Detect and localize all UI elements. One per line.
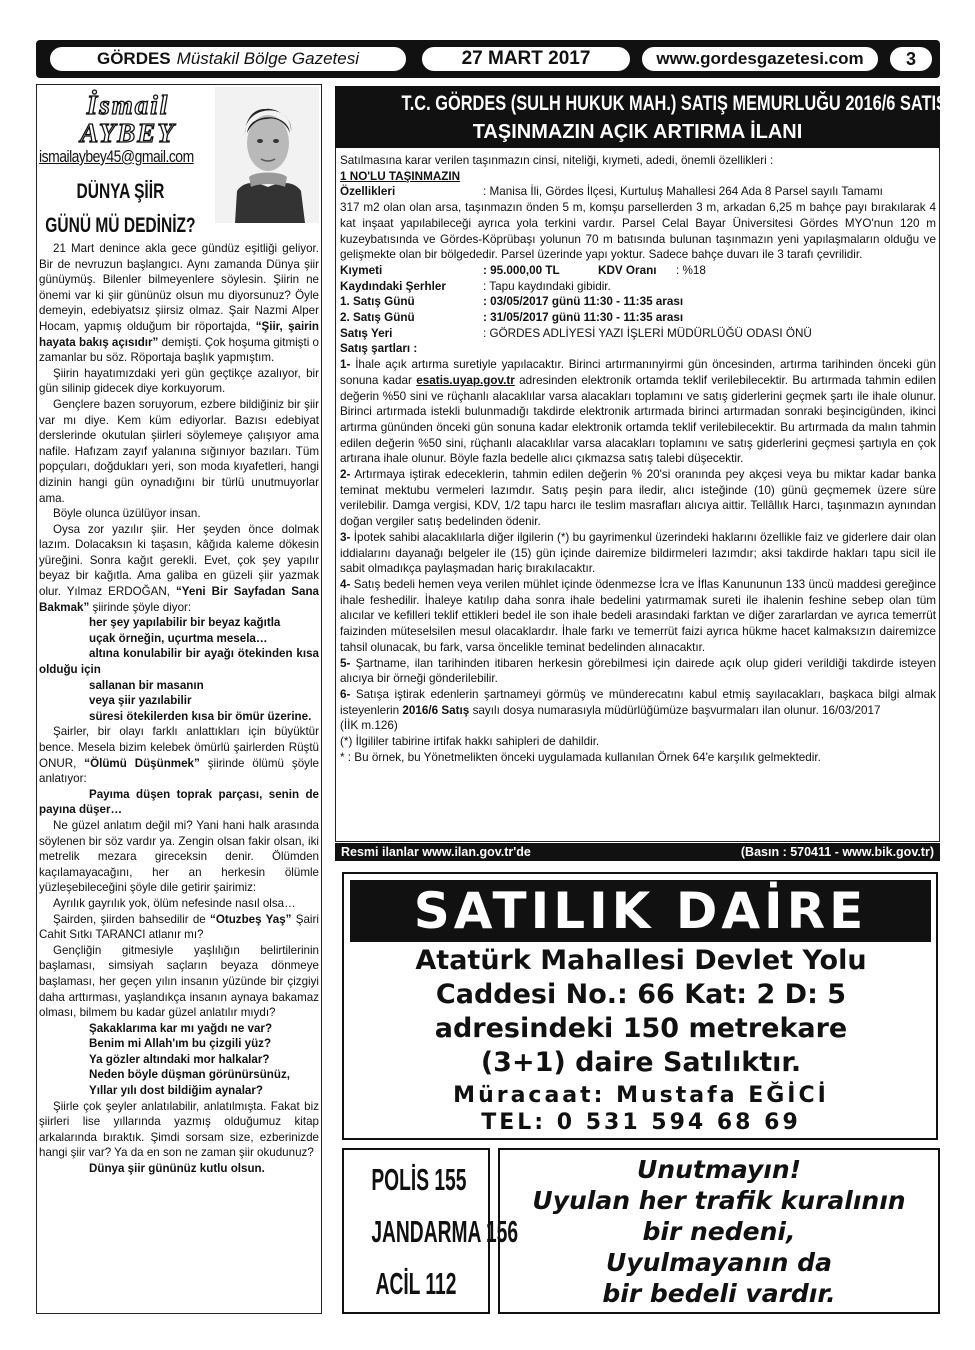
- ad-address: Atatürk Mahallesi Devlet Yolu Caddesi No.: 66 Kat: 2 D: 5 adresindeki 150 metrekare (3+1) daire Satılıktır.: [415, 945, 867, 1078]
- notice-footer: Resmi ilanlar www.ilan.gov.tr'de (Basın : 570411 - www.bik.gov.tr): [335, 843, 940, 861]
- website: www.gordesgazetesi.com: [640, 45, 880, 73]
- column-article: 21 Mart denince akla gece gündüz eşitliği geliyor. Bir de nevruzun başlangıcı. Aynı zamanda Dünya şiir günüymüş. Bilenler bilmeyenlere söylesin. Şiirin ne önemi var ki şiir gününüz olsun mu diyorsunuz? Öyle demeyin, edebiyatsız şiirsiz olmaz. Şair Nazmi Alper Hocam, yapmış olduğum bir röportajda, “Şiir, şairin hayata bakış açısıdır” demişti. Çok hoşuma gitmişti o zamanlar bu söz. Röportaja başlık yapmıştım. Şiirin hayatımızdaki yeri gün geçtikçe azalıyor, bir gün silinip gidecek diye korkuyorum. Gençlere bazen soruyorum, ezbere bildiğiniz bir şiir var mı diye. Kem küm ediyorlar. Bazısı edebiyat derslerinde okutulan şiirleri söylemeye çalışıyor ama nafile. Hafızam zayıf yalanına sığınıyor bazıları. Tüm popçuları, doğdukları yeri, son moda kıyafetleri, hangi dizinin hangi gün oynadığını bir türlü unutmuyorlar ama. Böyle olunca üzülüyor insan. Oysa zor yazılır şiir. Her şeyden önce dolmak lazım. Dolacaksın ki taşasın, kâğıda kaleme dökesin yüreğini. Sonra kağıt gerekli. Evet, çok şey yapılır beyaz bir kağıtla. Ama galiba en güzeli şiir yazmak olur. Yılmaz ERDOĞAN, “Yeni Bir Sayfadan Sana Bakmak” şiirinde şöyle diyor: her şey yapılabilir bir beyaz kağıtla uçak örneğin, uçurtma mesela… altına konulabilir bir ayağı ötekinden kısa olduğu için sallanan bir masanın veya şiir yazılabilir süresi ötekilerden kısa bir ömür üzerine. Şairler, bir olayı farklı anlattıkları için büyüktür bence. Mesela bizim kelebek ömürlü şairlerden Rüştü ONUR, “Ölümü Düşünmek” şiirinde ölümü şöyle anlatıyor: Payıma düşen toprak parçası, senin de payına düşer… Ne güzel anlatım değil mi? Yani hani halk arasında söylenen bir söz vardır ya. Zengin olsan fakir olsan, iki metrelik mezara gireceksin denir. Ölümden kaçılamayacağını, her an herkesin ölümle yüzleşebileceğini şöyle dile getirir şairimiz: Ayrılık gayrılık yok, ölüm nefesinde nasıl olsa… Şairden, şiirden bahsedilir de “Otuzbeş Yaş” Şairi Cahit Sıtkı TARANCI atlanır mı? Gençliğin gitmesiyle yaşlılığın belirtilerinin başlaması, simsiyah saçların beyaza dönmeye başlaması, her geçen yılın insanın yüzünde bir çizgiyi daha arttırması, yaşlandıkça insanın aynaya bakamaz olması, bilmem bu kadar güzel anlatılır mıydı? Şakaklarıma kar mı yağdı ne var? Benim mi Allah'ım bu çizgili yüz? Ya gözler altındaki mor halkalar? Neden böyle düşman görünürsünüz, Yıllar yılı dost bildiğim aynalar? Şiirle çok şeyler anlatılabilir, anlatılmışta. Fakat biz şiirleri lise yıllarında yazmış olduğumuz kitap arkalarında bıraktık. Şimdi sorsam size, ezberinizde hangi şiir var? Ya da en son ne zaman şiir okudunuz? Dünya şiir gününüz kutlu olsun.: [39, 242, 319, 1176]
- page-number: 3: [888, 45, 934, 73]
- column-title: DÜNYA ŞİİR GÜNÜ MÜ DEDİNİZ?: [45, 180, 196, 237]
- issue-date: 27 MART 2017: [420, 45, 632, 73]
- traffic-message: Unutmayın! Uyulan her trafik kuralının bir nedeni, Uyulmayanın da bir bedeli vardır.: [498, 1148, 940, 1314]
- newspaper-name: GÖRDES Müstakil Bölge Gazetesi: [48, 45, 408, 73]
- apartment-for-sale-ad: [342, 872, 938, 1140]
- author-email: ismailaybey45@gmail.com: [39, 147, 194, 166]
- notice-title: T.C. GÖRDES (SULH HUKUK MAH.) SATIŞ MEMURLUĞU 2016/6 SATIŞ TAŞINMAZIN AÇIK ARTIRMA İLANI: [335, 86, 940, 148]
- ad-title: SATILIK DAİRE: [350, 880, 931, 942]
- author-photo: [215, 87, 319, 223]
- emergency-numbers: POLİS 155 JANDARMA 156 ACİL 112: [342, 1148, 490, 1314]
- esatis-link[interactable]: esatis.uyap.gov.tr: [416, 373, 515, 387]
- notice-body: Satılmasına karar verilen taşınmazın cinsi, niteliği, kıymeti, adedi, önemli özellikleri : 1 NO'LU TAŞINMAZIN Özellikleri : Manisa İli, Gördes İlçesi, Kurtuluş Mahallesi 264 Ada 8 Parsel sayılı Tamamı 317 m2 olan olan arsa, taşınmazın önden 5 m, komşu parsellerden 3 m, arkadan 6,25 m bahçe payı bırakılarak 4 kat inşaat yapılabileceği ayrıca yola terkini vardır. Parsel Celal Bayar Üniversitesi Gördes MYO'nun 120 m kuzeybatısında ve Gördes-Köprübaşı yolunun 70 m batısında bulunan taşınmazın yeni yapılaşmaların olduğu ve gelişmekte olan bir bölgededir. Parsel üzerinde yapı yoktur. Sadece bahçe duvarı ile 3 tarafı çevrilidir. Kıymeti : 95.000,00 TL KDV Oranı : %18 Kaydındaki Şerhler : Tapu kaydındaki gibidir. 1. Satış Günü : 03/05/2017 günü 11:30 - 11:35 arası 2. Satış Günü : 31/05/2017 günü 11:30 - 11:35 arası Satış Yeri : GÖRDES ADLİYESİ YAZI İŞLERİ MÜDÜRLÜĞÜ ODASI ÖNÜ Satış şartları : 1- İhale açık artırma suretiyle yapılacaktır. Birinci artırmanınyirmi gün öncesinden, artırma tarihinden önceki gün sonuna kadar esatis.uyap.gov.tr adresinden elektronik ortamda teklif verilebilecektir. Bu artırmada tahmin edilen değerin %50 sini ve rüçhanlı alacaklılar varsa alacakları toplamını ve satış giderlerini geçmek şartı ile ihale olunur. Birinci artırmada istekli bulunmadığı takdirde elektronik artırmada birinci artırmadan sonraki beşincigünden, ikinci artırma gününden önceki gün sonuna kadar elektronik ortamda teklif verilebilecektir. Bu artırmada da malın tahmin edilen değerin %50 sini, rüçhanlı alacaklılar varsa alacakları toplamını ve satış giderlerini geçmesi şartıyla en çok artırana ihale olunur. Böyle fazla bedelle alıcı çıkmazsa satış talebi düşecektir. 2- Artırmaya iştirak edeceklerin, tahmin edilen değerin % 20'si oranında pey akçesi veya bu miktar kadar banka teminat mektubu vermeleri lazımdır. Satış peşin para iledir, alıcı isteğinde (10) günü geçmemek üzere süre verilebilir. Damga vergisi, KDV, 1/2 tapu harcı ile teslim masrafları alıcıya aittir. Tellâllık Harcı, taşınmazın aynından doğan vergiler satış bedelinden ödenir. 3- İpotek sahibi alacaklılarla diğer ilgilerin (*) bu gayrimenkul üzerindeki haklarını özellikle faiz ve giderlere dair olan iddialarını dayanağı belgeler ile (15) gün içinde dairemize bildirmeleri lazımdır; aksi takdirde hakları tapu sicil ile sabit olmadıkça paylaşmadan hariç bırakılacaktır. 4- Satış bedeli hemen veya verilen mühlet içinde ödenmezse İcra ve İflas Kanununun 133 üncü maddesi gereğince ihale feshedilir. İhaleye katılıp daha sonra ihale bedelini yatırmamak sureti ile ihalenin feshine sebep olan tüm alıcılar ve kefilleri teklif ettikleri bedel ile son ihale bedeli arasındaki farktan ve diğer zararlardan ve ayrıca temerrüt faizinden müteselsilen mesul olacaklardır. İhale farkı ve temerrüt faizi ayrıca hükme hacet kalmaksızın dairemizce tahsil olunacak, bu fark, varsa öncelikle teminat bedelinden alınacaktır. 5- Şartname, ilan tarihinden itibaren herkesin görebilmesi için dairede açık olup gideri verildiği takdirde isteyen alıcıya bir örneği gönderilebilir. 6- Satışa iştirak edenlerin şartnameyi görmüş ve münderecatını kabul etmiş sayılacakları, başkaca bilgi almak isteyenlerin 2016/6 Satış sayılı dosya numarasıyla müdürlüğümüze başvurmaları ilan olunur. 16/03/2017 (İİK m.126) (*) İlgililer tabirine irtifak hakkı sahipleri de dahildir. * : Bu örnek, bu Yönetmelikten önceki uygulamada kullanılan Örnek 64'e karşılık gelmektedir.: [340, 154, 937, 764]
- opinion-column: [36, 84, 322, 1314]
- ad-contact: Müracaat: Mustafa EĞİCİ TEL: 0 531 594 68 69: [453, 1083, 829, 1135]
- author-name: İsmail AYBEY: [80, 90, 176, 148]
